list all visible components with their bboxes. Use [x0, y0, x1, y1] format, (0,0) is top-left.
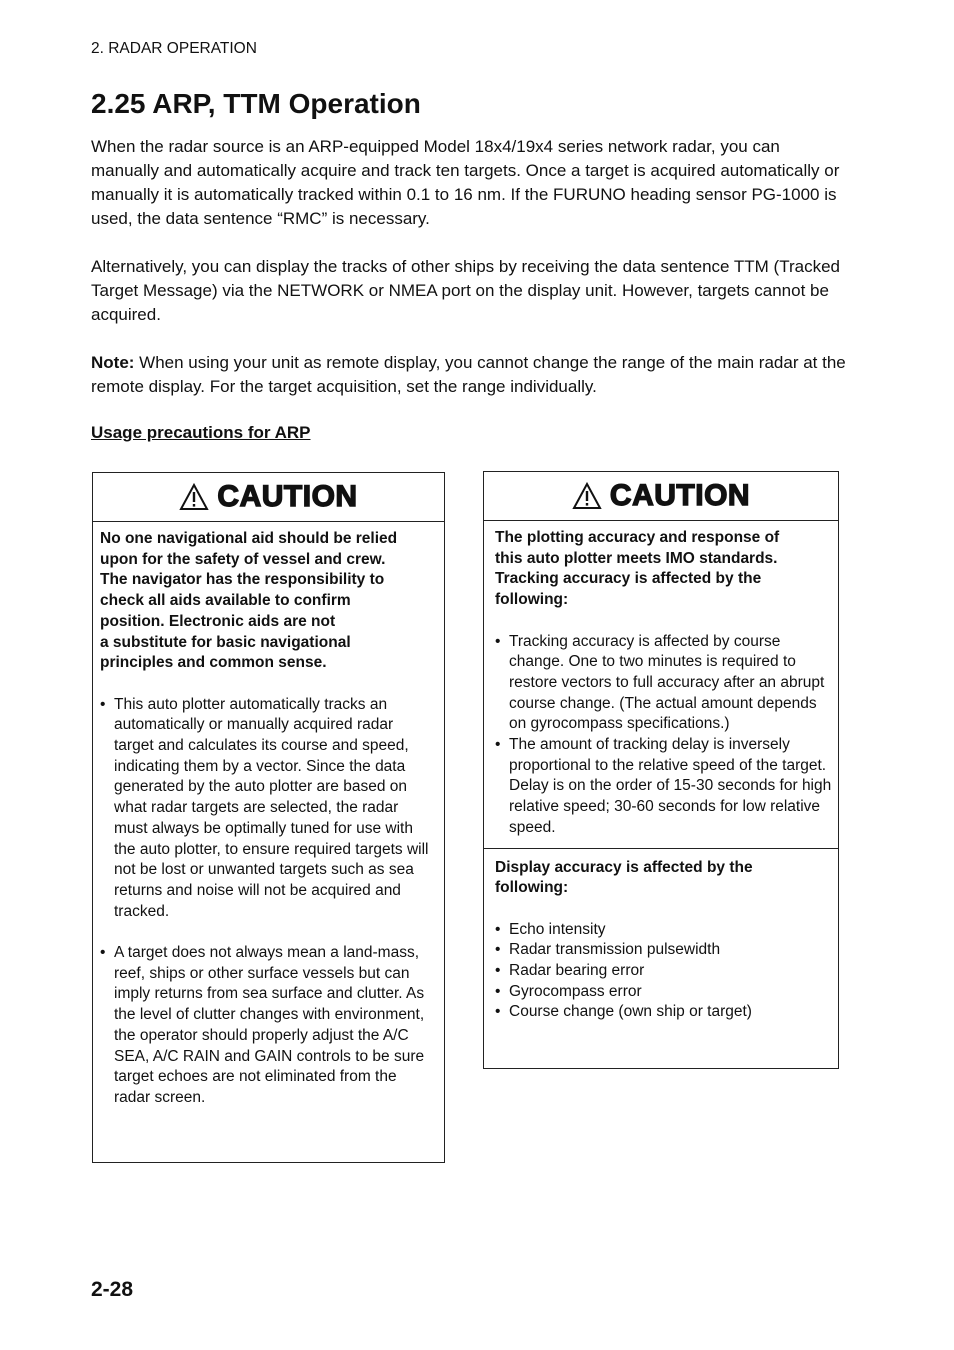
- bullet-text: Echo intensity: [509, 920, 606, 938]
- bullet-text: Tracking accuracy is affected by course change. One to two minutes is required to restore vectors to full accuracy after an abrupt course change. (The actual amount depends on gyrocompass specifications.): [509, 632, 825, 733]
- usage-precautions-heading: Usage precautions for ARP: [91, 423, 311, 442]
- section-title: 2.25 ARP, TTM Operation: [91, 88, 421, 119]
- bullet-icon: •: [495, 920, 501, 938]
- bullet-icon: •: [495, 941, 501, 959]
- bullet-text: Radar transmission pulsewidth: [509, 941, 721, 959]
- left-bold-line: upon for the safety of vessel and crew.: [100, 550, 386, 568]
- bullet-text: The amount of tracking delay is inversely proportional to the relative speed of the target. Delay is on the order of 15-30 seconds for high relative speed; 30-60 seconds for low relative speed.: [509, 736, 832, 836]
- caution-label: CAUTION: [609, 479, 751, 512]
- list-item: [495, 1002, 836, 1023]
- page-number: 2-28: [91, 1278, 134, 1301]
- left-bold-line: No one navigational aid should be relied: [100, 530, 398, 547]
- list-item: [100, 943, 436, 1109]
- list-item: [495, 961, 836, 982]
- ttm-paragraph: Alternatively, you can display the tracks of other ships by receiving the data sentence TTM (Tracked Target Message) via the NETWORK or NMEA port on the display unit. However, targets cannot be acquired.: [91, 257, 840, 324]
- caution-box-right: [483, 471, 839, 1069]
- display-accuracy-heading: [495, 858, 836, 899]
- caution-header-right: [484, 472, 838, 521]
- left-bold-line: check all aids available to confirm: [100, 592, 351, 610]
- left-bold-line: The navigator has the responsibility to: [100, 571, 385, 589]
- right-bold-line: following:: [495, 591, 569, 609]
- note-label: Note:: [91, 353, 135, 372]
- running-head: 2. RADAR OPERATION: [91, 40, 257, 57]
- left-bold-line: position. Electronic aids are not: [100, 612, 336, 630]
- left-bold-line: principles and common sense.: [100, 654, 327, 672]
- bullet-icon: •: [495, 632, 501, 650]
- bullet-text: A target does not always mean a land-mass, reef, ships or other surface vessels but can imply returns from sea surface and clutter. As the level of clutter changes with environment, the operator should properly adjust the A/C SEA, A/C RAIN and GAIN controls to be sure target echoes are not eliminated from the radar screen.: [114, 944, 425, 1106]
- list-item: [495, 632, 836, 736]
- note-text: When using your unit as remote display, you cannot change the range of the main radar at the remote display. For the target acquisition, set the range individually.: [91, 353, 846, 396]
- right-bold-line: The plotting accuracy and response of: [495, 529, 780, 546]
- display-heading-line: following:: [495, 879, 569, 897]
- bullet-icon: •: [495, 736, 501, 754]
- display-heading-line: Display accuracy is affected by the: [495, 858, 753, 876]
- bullet-icon: •: [495, 982, 501, 1000]
- caution-body-right: [484, 521, 838, 1023]
- left-warning-statement: [100, 529, 436, 674]
- bullet-icon: •: [495, 1003, 501, 1021]
- bullet-text: Gyrocompass error: [509, 982, 642, 1000]
- note-paragraph: [91, 351, 851, 399]
- bullet-text: This auto plotter automatically tracks an automatically or manually acquired radar target and calculates its course and speed, indicating them by a vector. Since the data generated by the auto plotter are based on what radar targets are selected, the radar must always be optimally tuned for use with the auto plotter, to ensure required targets will not be lost or unwanted targets such as sea returns and noise will not be acquired and tracked.: [114, 695, 429, 920]
- bullet-icon: •: [100, 695, 106, 713]
- list-item: [100, 695, 436, 923]
- bullet-text: Course change (own ship or target): [509, 1003, 752, 1021]
- intro-paragraph: When the radar source is an ARP-equipped Model 18x4/19x4 series network radar, you can manually and automatically acquire and track ten targets. Once a target is acquired automatically or manually it is automatically tracked within 0.1 to 16 nm. If the FURUNO heading sensor PG-1000 is used, the data sentence “RMC” is necessary.: [91, 137, 840, 228]
- list-item: [495, 735, 836, 839]
- list-item: [495, 982, 836, 1003]
- right-bold-line: this auto plotter meets IMO standards.: [495, 549, 778, 567]
- caution-box-left: [92, 472, 445, 1163]
- left-bold-line: a substitute for basic navigational: [100, 633, 351, 651]
- caution-label: CAUTION: [217, 480, 358, 513]
- right-bold-line: Tracking accuracy is affected by the: [495, 570, 762, 588]
- right-warning-statement: [495, 528, 836, 611]
- caution-header-left: [93, 473, 444, 522]
- bullet-icon: •: [495, 962, 501, 980]
- display-accuracy-section: [495, 849, 836, 1024]
- bullet-text: Radar bearing error: [509, 962, 645, 980]
- bullet-icon: •: [100, 944, 106, 962]
- list-item: [495, 920, 836, 941]
- warning-triangle-icon: [572, 482, 602, 510]
- caution-body-left: [93, 522, 444, 1109]
- list-item: [495, 940, 836, 961]
- warning-triangle-icon: [179, 483, 209, 511]
